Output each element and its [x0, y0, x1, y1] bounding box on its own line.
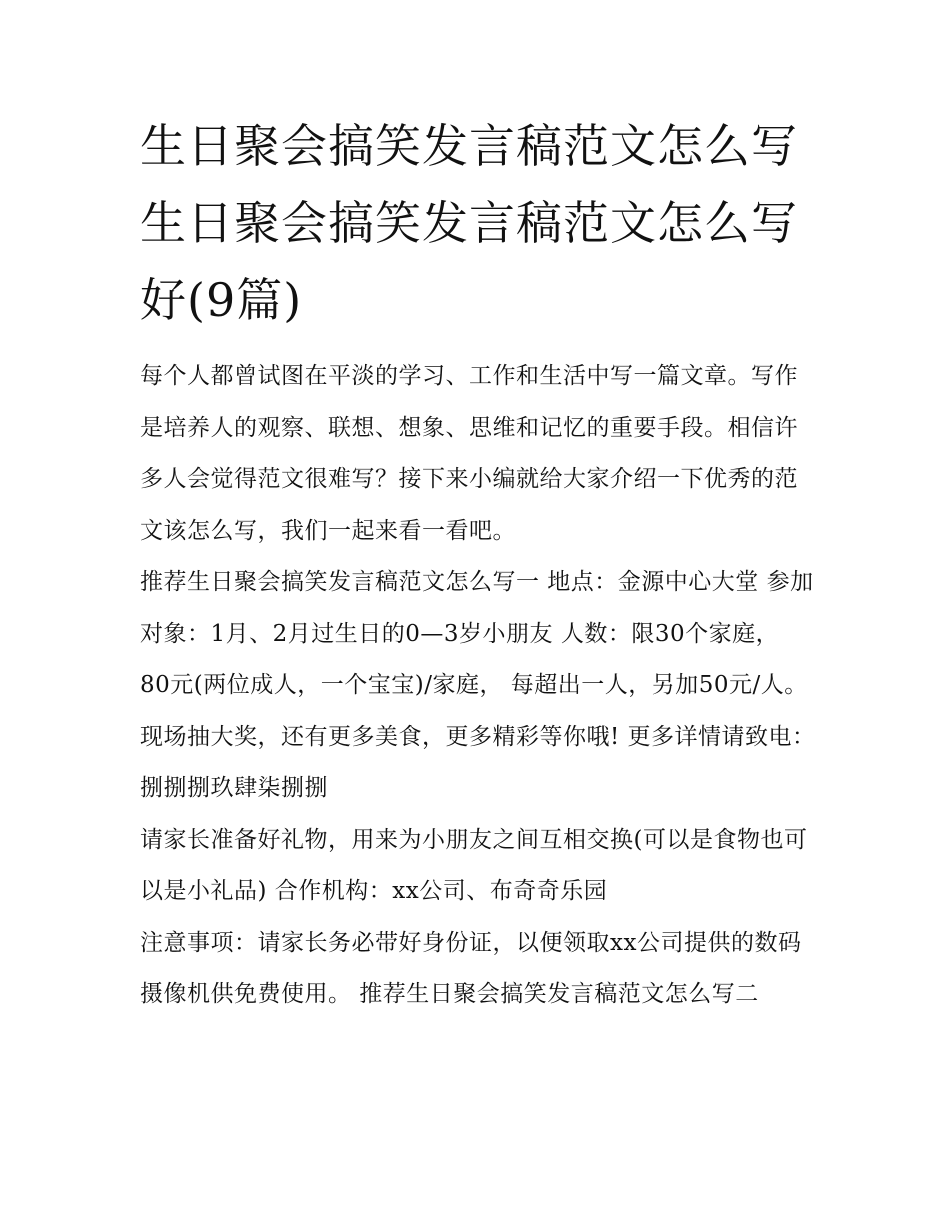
paragraph-event-info: 推荐生日聚会搞笑发言稿范文怎么写一 地点：金源中心大堂 参加对象：1月、2月过生日的0—3岁小朋友 人数：限30个家庭，: [140, 569, 814, 647]
paragraph-notes: 注意事项：请家长务必带好身份证，以便领取xx公司提供的数码摄像机供免费使用。 推荐生日聚会搞笑发言稿范文怎么写二: [140, 929, 802, 1007]
paragraph-intro: 每个人都曾试图在平淡的学习、工作和生活中写一篇文章。写作是培养人的观察、联想、想象、思维和记忆的重要手段。相信许多人会觉得范文很难写？接下来小编就给大家介绍一下优秀的范文该怎么写，我们一起来看一看吧。: [140, 363, 798, 544]
paragraph-gifts: 请家长准备好礼物，用来为小朋友之间互相交换(可以是食物也可以是小礼品) 合作机构：xx公司、布奇奇乐园: [140, 826, 808, 904]
document-body: [140, 351, 820, 1021]
document-title: 生日聚会搞笑发言稿范文怎么写 生日聚会搞笑发言稿范文怎么写好(9篇): [140, 119, 798, 327]
document-page: [140, 108, 820, 1021]
paragraph-fees: 80元(两位成人，一个宝宝)/家庭， 每超出一人，另加50元/人。 现场抽大奖，还有更多美食，更多精彩等你哦! 更多详情请致电：捌捌捌玖肆柒捌捌: [140, 672, 816, 801]
